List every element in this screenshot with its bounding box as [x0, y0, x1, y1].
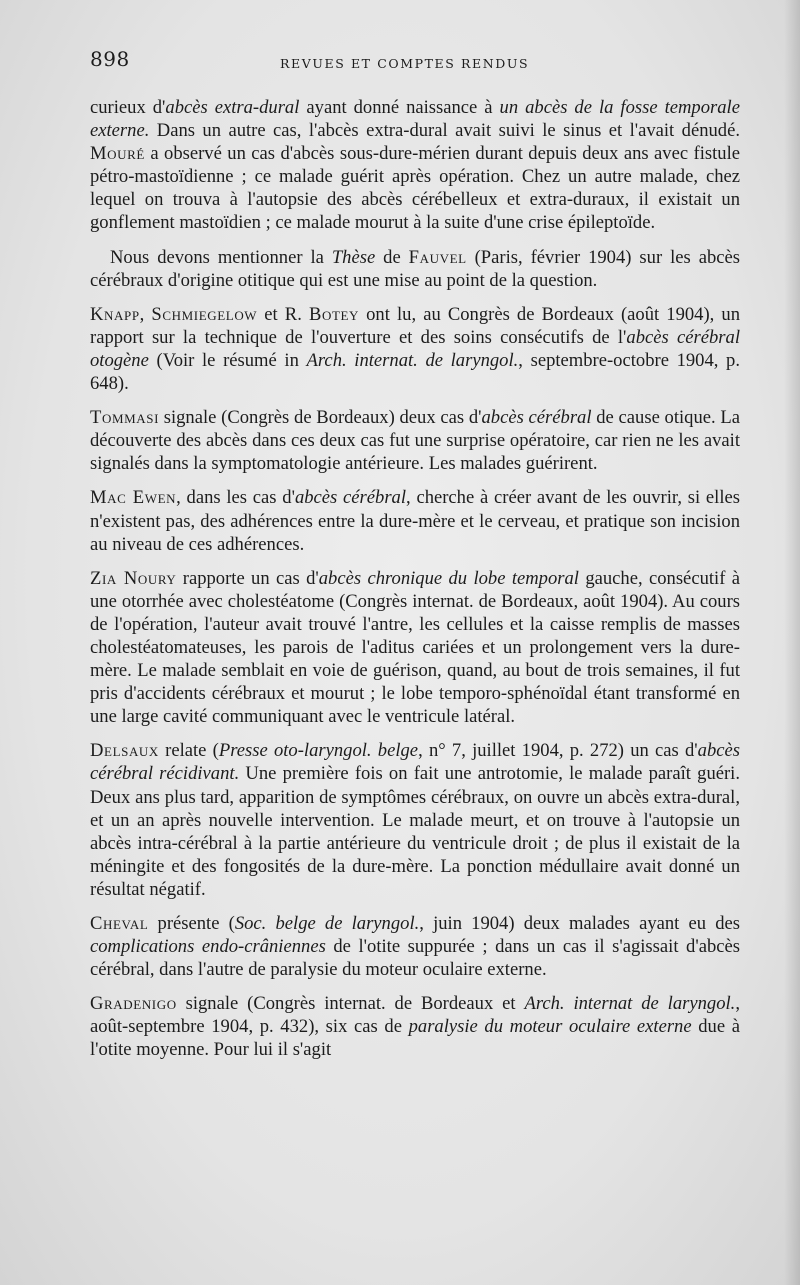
text-run: Dans un autre cas, l'abcès extra-dural avait suivi le sinus et l'avait dénudé.: [149, 120, 740, 142]
text-run: Une première fois on fait une antrotomie, le malade paraît guéri. Deux ans plus tard, apparition de symptômes cérébraux, on ouvre un abcès extra-dural, et un an après nouvelle intervention. Le malade meurt, et on trouve à l'autopsie un abcès intra-cérébral à la partie antérieure du ventricule droit ; de plus il existait de la méningite et des fongosités de la dure-mère. La ponction médullaire avait donné un résultat négatif.: [90, 763, 740, 900]
text-run: , août-septembre 1904, p. 432), six cas de: [90, 993, 740, 1038]
text-run: ayant donné naissance à: [299, 97, 500, 118]
text-run: , septembre-octobre 1904, p. 648).: [90, 349, 741, 395]
text-run: curieux d': [90, 97, 166, 118]
text-run: gauche, consécutif à une otorrhée avec cholestéatome (Congrès internat. de Bordeaux, août 1904). Au cours de l'opération, l'auteur avait trouvé l'antre, les cellules et la caisse remplis de masses cholestéatomateuses, les parois de l'aditus cariées et un prolongement vers la dure-mère. Le malade semblait en voie de guérison, quand, au bout de trois semaines, il fut pris d'accidents cérébraux et mourut ; le lobe temporo-sphénoïdal étant transformé en une large cavité communiquant avec le ventricule latéral.: [90, 567, 740, 728]
author-name: Mac Ewen: [90, 487, 177, 509]
body-text: [90, 96, 740, 1073]
author-name: Cheval: [90, 913, 149, 934]
italic-term: abcès cérébral otogène: [90, 326, 740, 371]
text-run: , n° 7, juillet 1904, p. 272) un cas d': [418, 740, 698, 762]
author-name: Tommasi: [90, 407, 160, 429]
author-name: Mouré: [90, 143, 145, 165]
paragraph-3: [90, 303, 740, 395]
italic-term: Presse oto-laryngol. belge: [218, 740, 419, 762]
paragraph-9: [90, 992, 740, 1061]
text-run: (Voir le résumé in: [148, 349, 307, 371]
text-run: , dans les cas d': [176, 487, 295, 509]
italic-term: abcès extra-dural: [165, 97, 300, 118]
author-name: Delsaux: [90, 740, 159, 762]
paragraph-4: [90, 406, 740, 475]
running-title: REVUES ET COMPTES RENDUS: [280, 56, 530, 71]
author-name: Fauvel: [408, 246, 467, 268]
text-run: de cause otique. La découverte des abcès dans ces deux cas fut une surprise opératoire, car rien ne les avait signalés dans la symptomatologie antérieure. Les malades guérirent.: [90, 407, 740, 475]
text-run: ont lu, au Congrès de Bordeaux (août 1904), un rapport sur la technique de l'ouverture et des soins consécutifs de l': [90, 303, 740, 348]
italic-term: abcès cérébral récidivant.: [90, 740, 740, 785]
text-run: signale (Congrès de Bordeaux) deux cas d': [159, 407, 482, 429]
text-run: , cherche à créer avant de les ouvrir, si elles n'existent pas, des adhérences entre la dure-mère et le cerveau, et pratique son incision au niveau de ces adhérences.: [90, 487, 740, 555]
italic-term: abcès chronique du lobe temporal: [318, 567, 579, 589]
italic-term: abcès cérébral: [294, 487, 407, 509]
text-run: relate (: [158, 740, 219, 762]
author-name: Schmiegelow: [151, 303, 258, 325]
text-run: et R.: [257, 303, 309, 325]
text-run: , juin 1904) deux malades ayant eu des: [419, 913, 740, 934]
author-name: Knapp: [90, 303, 140, 325]
text-run: (Paris, février 1904) sur les abcès cérébraux d'origine otitique qui est une mise au point de la question.: [90, 246, 740, 291]
paragraph-7: [90, 739, 740, 901]
paragraph-6: [90, 567, 740, 729]
italic-term: Arch. internat. de laryngol.: [306, 349, 519, 371]
paragraph-1: [90, 96, 740, 235]
author-name: Botey: [308, 303, 360, 325]
text-run: Nous devons mentionner la: [110, 246, 332, 268]
page-number: 898: [90, 47, 130, 71]
italic-term: complications endo-crâniennes: [90, 936, 326, 958]
italic-term: Soc. belge de laryngol.: [234, 913, 420, 934]
text-run: a observé un cas d'abcès sous-dure-mérien durant depuis deux ans avec fistule pétro-mastoïdienne ; ce malade guérit après opération. Chez un autre malade, chez lequel on trouva à l'autopsie des abcès cérébelleux et extra-duraux, il existait un gonflement mastoïdien ; ce malade mourut à la suite d'une crise épileptoïde.: [90, 143, 740, 234]
author-name: Zia Noury: [90, 567, 177, 589]
text-run: de l'otite suppurée ; dans un cas il s'agissait d'abcès cérébral, dans l'autre de paralysie du moteur oculaire externe.: [90, 936, 740, 981]
paragraph-5: [90, 486, 740, 555]
italic-term: un abcès de la fosse temporale externe.: [90, 97, 740, 142]
text-run: ,: [139, 303, 152, 325]
author-name: Gradenigo: [90, 993, 177, 1015]
italic-term: Arch. internat de laryngol.: [524, 993, 736, 1015]
italic-term: Thèse: [331, 246, 376, 268]
page-header: [90, 47, 740, 79]
italic-term: abcès cérébral: [481, 407, 592, 429]
text-run: due à l'otite moyenne. Pour lui il s'agit: [90, 1016, 740, 1061]
italic-term: paralysie du moteur oculaire externe: [408, 1016, 692, 1038]
text-run: signale (Congrès internat. de Bordeaux et: [176, 993, 525, 1015]
text-run: rapporte un cas d': [176, 567, 319, 589]
paragraph-2: [90, 246, 740, 292]
text-run: présente (: [148, 913, 235, 934]
paragraph-8: [90, 912, 740, 981]
text-run: de: [375, 246, 409, 268]
